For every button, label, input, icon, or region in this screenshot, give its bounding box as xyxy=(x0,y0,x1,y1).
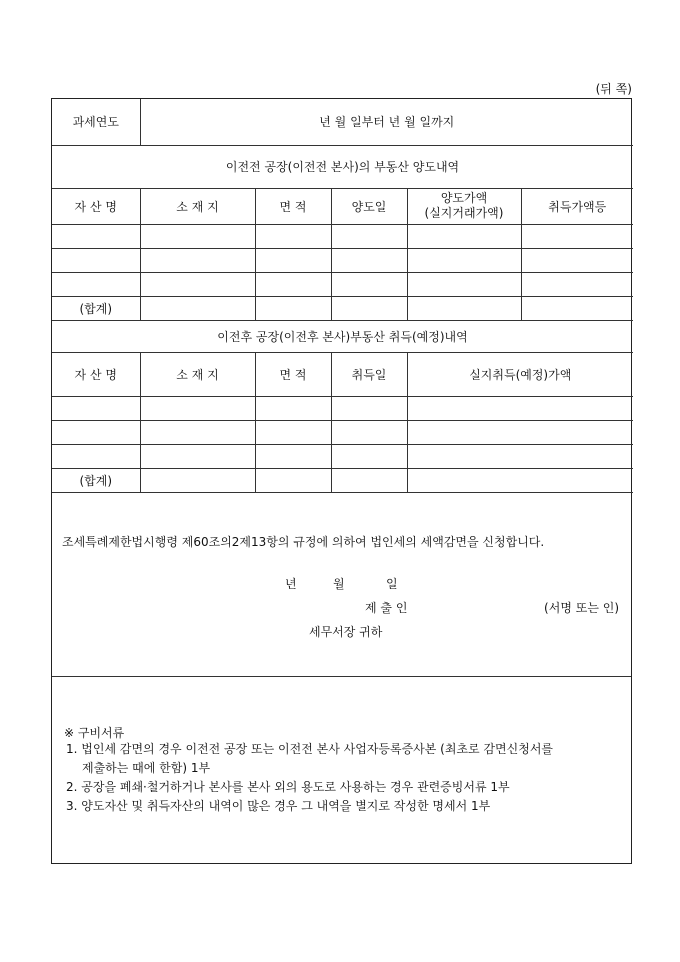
table-cell[interactable] xyxy=(140,420,255,444)
acquisition-header-actual-price: 실지취득(예정)가액 xyxy=(407,352,633,396)
table-cell[interactable] xyxy=(140,296,255,320)
table-cell[interactable] xyxy=(407,248,521,272)
table-cell[interactable] xyxy=(331,296,407,320)
acquisition-header-location: 소 재 지 xyxy=(140,352,255,396)
declaration-statement: 조세특례제한법시행령 제60조의2제13항의 규정에 의하여 법인세의 세액감면을 신청합니다. xyxy=(62,534,545,549)
table-cell[interactable] xyxy=(331,396,407,420)
required-document-item: 1. 법인세 감면의 경우 이전전 공장 또는 이전전 본사 사업자등록증사본 (최초로 감면신청서를 xyxy=(66,741,553,756)
required-document-item: 제출하는 때에 한함) 1부 xyxy=(82,760,211,775)
table-cell[interactable] xyxy=(521,248,633,272)
table-cell[interactable] xyxy=(255,272,331,296)
table-cell[interactable] xyxy=(521,272,633,296)
acquisition-header-asset-name: 자 산 명 xyxy=(52,352,140,396)
table-cell[interactable] xyxy=(521,224,633,248)
table-cell[interactable] xyxy=(52,248,140,272)
table-cell[interactable] xyxy=(52,396,140,420)
table-cell[interactable] xyxy=(407,396,633,420)
table-cell[interactable] xyxy=(52,444,140,468)
table-cell[interactable] xyxy=(140,444,255,468)
acquisition-total-label: (합계) xyxy=(52,468,140,492)
table-cell[interactable] xyxy=(255,420,331,444)
table-cell[interactable] xyxy=(255,296,331,320)
table-row xyxy=(52,224,633,248)
transfer-header-acquisition-price: 취득가액등 xyxy=(521,188,633,224)
required-documents-heading: ※ 구비서류 xyxy=(64,725,125,740)
table-cell[interactable] xyxy=(140,396,255,420)
declaration-section xyxy=(52,493,631,677)
table-cell[interactable] xyxy=(140,272,255,296)
table-row xyxy=(52,272,633,296)
table-cell[interactable] xyxy=(407,444,633,468)
transfer-header-transfer-price xyxy=(407,188,521,224)
table-cell[interactable] xyxy=(331,468,407,492)
required-document-item: 2. 공장을 폐쇄·철거하거나 본사를 본사 외의 용도로 사용하는 경우 관련증빙서류 1부 xyxy=(66,779,510,794)
table-cell[interactable] xyxy=(407,468,633,492)
tax-year-label: 과세연도 xyxy=(52,99,140,145)
table-cell[interactable] xyxy=(255,248,331,272)
table-row xyxy=(52,468,633,492)
table-cell[interactable] xyxy=(255,396,331,420)
transfer-section-title: 이전전 공장(이전전 본사)의 부동산 양도내역 xyxy=(52,145,633,188)
table-cell[interactable] xyxy=(52,272,140,296)
table-row xyxy=(52,396,633,420)
table-cell[interactable] xyxy=(52,420,140,444)
table-cell[interactable] xyxy=(407,296,521,320)
addressee: 세무서장 귀하 xyxy=(309,624,383,639)
transfer-price-sublabel: (실지거래가액) xyxy=(424,206,504,220)
signature-note: (서명 또는 인) xyxy=(544,600,619,615)
table-row xyxy=(52,296,633,320)
table-cell[interactable] xyxy=(52,224,140,248)
tax-year-field[interactable]: 년 월 일부터 년 월 일까지 xyxy=(140,99,633,145)
transfer-header-area: 면 적 xyxy=(255,188,331,224)
required-document-item: 3. 양도자산 및 취득자산의 내역이 많은 경우 그 내역을 별지로 작성한 명세서 1부 xyxy=(66,798,491,813)
table-cell[interactable] xyxy=(255,468,331,492)
transfer-header-asset-name: 자 산 명 xyxy=(52,188,140,224)
table-cell[interactable] xyxy=(407,224,521,248)
table-cell[interactable] xyxy=(140,248,255,272)
table-cell[interactable] xyxy=(255,444,331,468)
submitter-label: 제 출 인 xyxy=(365,600,408,615)
transfer-price-label: 양도가액 xyxy=(440,191,488,205)
acquisition-section-title: 이전후 공장(이전후 본사)부동산 취득(예정)내역 xyxy=(52,320,633,352)
table-cell[interactable] xyxy=(331,444,407,468)
acquisition-header-acquisition-date: 취득일 xyxy=(331,352,407,396)
table-cell[interactable] xyxy=(331,420,407,444)
page-side-label: (뒤 쪽) xyxy=(595,82,632,96)
transfer-header-location: 소 재 지 xyxy=(140,188,255,224)
table-cell[interactable] xyxy=(140,224,255,248)
table-cell[interactable] xyxy=(407,420,633,444)
table-cell[interactable] xyxy=(255,224,331,248)
table-row xyxy=(52,420,633,444)
table-row xyxy=(52,248,633,272)
acquisition-header-area: 면 적 xyxy=(255,352,331,396)
table-cell[interactable] xyxy=(331,224,407,248)
table-cell[interactable] xyxy=(331,248,407,272)
table-cell[interactable] xyxy=(331,272,407,296)
date-month-label: 월 xyxy=(333,576,345,591)
table-row xyxy=(52,444,633,468)
table-cell[interactable] xyxy=(407,272,521,296)
date-year-label: 년 xyxy=(285,576,297,591)
transfer-total-label: (합계) xyxy=(52,296,140,320)
table-cell[interactable] xyxy=(521,296,633,320)
application-form xyxy=(51,98,632,864)
table-cell[interactable] xyxy=(140,468,255,492)
transfer-header-transfer-date: 양도일 xyxy=(331,188,407,224)
form-table xyxy=(52,99,633,493)
date-day-label: 일 xyxy=(386,576,398,591)
